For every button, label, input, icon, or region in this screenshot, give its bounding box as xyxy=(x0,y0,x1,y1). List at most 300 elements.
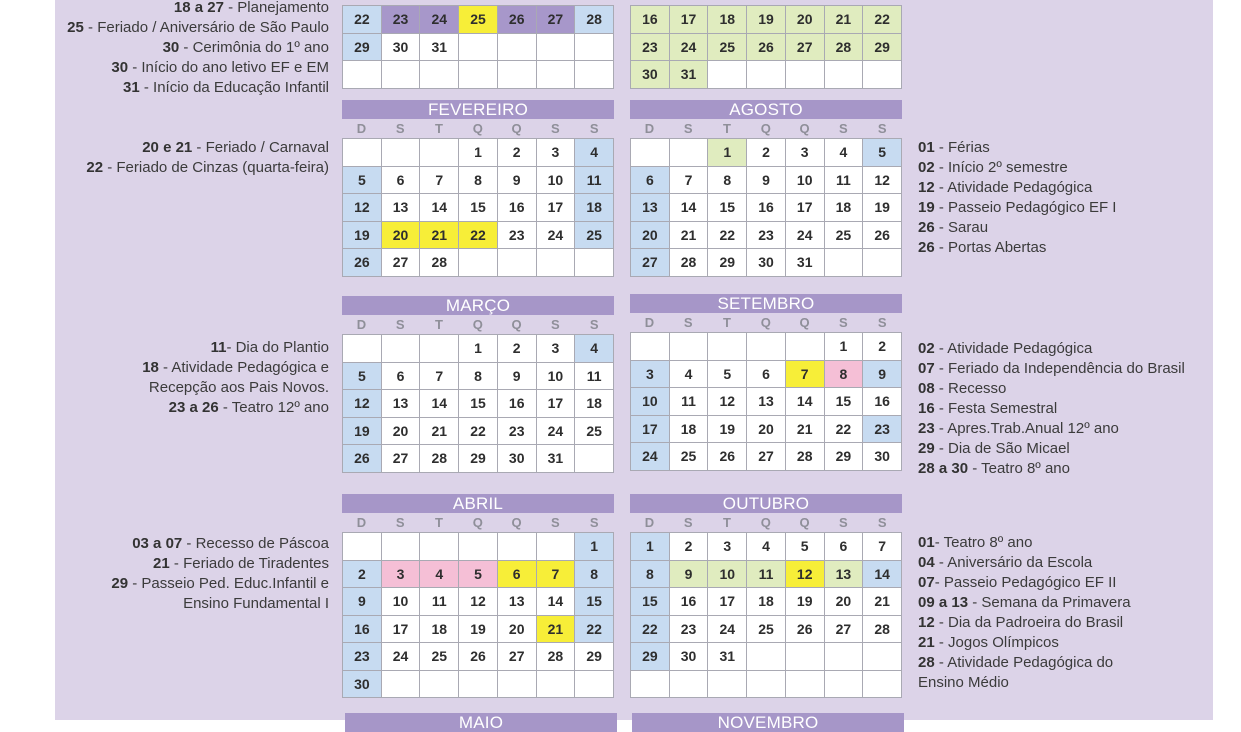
day-cell: 20 xyxy=(498,616,536,643)
day-cell: 19 xyxy=(786,588,824,615)
day-cell: 12 xyxy=(786,561,824,588)
empty-day-cell xyxy=(343,335,381,362)
event-date: 08 xyxy=(918,380,935,397)
month-grid xyxy=(630,532,902,698)
event-date: 12 xyxy=(918,179,935,196)
day-cell: 12 xyxy=(343,194,381,221)
month-title: ABRIL xyxy=(342,494,614,513)
day-cell: 5 xyxy=(786,533,824,560)
day-cell: 11 xyxy=(747,561,785,588)
empty-day-cell xyxy=(825,671,863,698)
day-cell: 23 xyxy=(747,222,785,249)
day-cell: 31 xyxy=(537,445,575,472)
day-cell: 31 xyxy=(786,249,824,276)
month-marco xyxy=(342,296,614,473)
empty-day-cell xyxy=(382,139,420,166)
event-date: 09 a 13 xyxy=(918,594,969,611)
event-line xyxy=(918,218,1116,238)
empty-day-cell xyxy=(498,671,536,698)
day-cell: 6 xyxy=(631,167,669,194)
weekday-label: Q xyxy=(760,515,771,530)
weekday-label: S xyxy=(683,315,693,330)
day-cell: 23 xyxy=(343,643,381,670)
event-line xyxy=(67,38,329,58)
events-marco xyxy=(142,338,329,418)
day-cell: 5 xyxy=(343,167,381,194)
day-cell: 15 xyxy=(459,390,497,417)
day-cell: 23 xyxy=(863,416,901,443)
event-date: 18 a 27 xyxy=(173,0,224,16)
event-text: - Teatro 12º ano xyxy=(218,399,329,416)
day-cell: 20 xyxy=(631,222,669,249)
day-cell: 22 xyxy=(631,616,669,643)
day-cell: 20 xyxy=(747,416,785,443)
day-cell: 16 xyxy=(670,588,708,615)
empty-day-cell xyxy=(498,34,536,61)
day-cell: 30 xyxy=(631,61,669,88)
event-line xyxy=(918,158,1116,178)
day-cell: 17 xyxy=(537,390,575,417)
day-cell: 4 xyxy=(575,139,613,166)
event-text: - Feriado / Aniversário de São Paulo xyxy=(83,19,329,36)
event-text: - Passeio Ped. Educ.Infantil e xyxy=(128,575,329,592)
weekday-label: D xyxy=(356,515,367,530)
day-cell: 12 xyxy=(708,388,746,415)
day-cell: 19 xyxy=(459,616,497,643)
event-line xyxy=(918,379,1185,399)
day-cell: 30 xyxy=(670,643,708,670)
event-line xyxy=(918,593,1131,613)
day-cell: 3 xyxy=(537,335,575,362)
empty-day-cell xyxy=(747,333,785,360)
month-fevereiro xyxy=(342,100,614,277)
day-cell: 28 xyxy=(825,34,863,61)
month-title: MARÇO xyxy=(342,296,614,315)
day-cell: 4 xyxy=(747,533,785,560)
day-cell: 27 xyxy=(382,249,420,276)
weekday-label: S xyxy=(395,515,405,530)
empty-day-cell xyxy=(420,671,458,698)
day-cell: 16 xyxy=(631,6,669,33)
empty-day-cell xyxy=(631,139,669,166)
weekday-label: Q xyxy=(799,121,810,136)
day-cell: 31 xyxy=(708,643,746,670)
day-cell: 1 xyxy=(459,335,497,362)
weekday-label: Q xyxy=(799,315,810,330)
day-cell: 19 xyxy=(343,222,381,249)
empty-day-cell xyxy=(670,333,708,360)
day-cell: 25 xyxy=(708,34,746,61)
day-cell: 2 xyxy=(670,533,708,560)
event-text: - Teatro 8º ano xyxy=(934,534,1033,551)
day-cell: 13 xyxy=(825,561,863,588)
day-cell: 22 xyxy=(459,418,497,445)
event-line xyxy=(918,673,1131,693)
day-cell: 22 xyxy=(708,222,746,249)
event-line xyxy=(918,178,1116,198)
event-date: 18 xyxy=(142,359,159,376)
event-text: - Aniversário da Escola xyxy=(934,554,1093,571)
day-cell: 24 xyxy=(537,222,575,249)
empty-day-cell xyxy=(575,61,613,88)
day-cell: 24 xyxy=(786,222,824,249)
day-cell: 3 xyxy=(631,361,669,388)
event-text: - Dia do Plantio xyxy=(226,339,329,356)
event-line xyxy=(142,358,329,378)
day-cell: 1 xyxy=(459,139,497,166)
event-text: - Passeio Pedagógico EF II xyxy=(934,574,1117,591)
day-cell: 26 xyxy=(343,445,381,472)
day-cell: 18 xyxy=(575,390,613,417)
empty-day-cell xyxy=(382,533,420,560)
event-date: 30 xyxy=(162,39,180,56)
day-cell: 24 xyxy=(631,443,669,470)
weekday-label: S xyxy=(683,515,693,530)
day-cell: 31 xyxy=(670,61,708,88)
day-cell: 6 xyxy=(382,363,420,390)
event-text: - Dia de São Micael xyxy=(934,440,1070,457)
month-title: OUTUBRO xyxy=(630,494,902,513)
day-cell: 22 xyxy=(575,616,613,643)
day-cell: 18 xyxy=(825,194,863,221)
event-date: 21 xyxy=(918,634,935,651)
day-cell: 11 xyxy=(575,363,613,390)
day-cell: 22 xyxy=(343,6,381,33)
event-text: - Feriado / Carnaval xyxy=(192,139,329,156)
empty-day-cell xyxy=(537,249,575,276)
event-text: - Cerimônia do 1º ano xyxy=(179,39,329,56)
day-cell: 12 xyxy=(343,390,381,417)
day-cell: 10 xyxy=(708,561,746,588)
day-cell: 8 xyxy=(459,167,497,194)
month-grid xyxy=(630,138,902,277)
event-text: - Feriado de Cinzas (quarta-feira) xyxy=(103,159,329,176)
event-text: - Passeio Pedagógico EF I xyxy=(934,199,1117,216)
month-grid xyxy=(342,5,614,89)
day-cell: 7 xyxy=(670,167,708,194)
day-cell: 10 xyxy=(786,167,824,194)
event-line xyxy=(142,338,329,358)
event-line xyxy=(67,78,329,98)
day-cell: 11 xyxy=(575,167,613,194)
day-cell: 13 xyxy=(498,588,536,615)
weekday-label: Q xyxy=(511,317,522,332)
day-cell: 21 xyxy=(825,6,863,33)
day-cell: 31 xyxy=(420,34,458,61)
event-line xyxy=(142,378,329,398)
day-cell: 21 xyxy=(863,588,901,615)
day-cell: 9 xyxy=(670,561,708,588)
day-cell: 28 xyxy=(575,6,613,33)
event-text: Recepção aos Pais Novos. xyxy=(148,379,329,396)
weekday-header xyxy=(342,120,614,138)
empty-day-cell xyxy=(825,643,863,670)
day-cell: 10 xyxy=(631,388,669,415)
empty-day-cell xyxy=(459,533,497,560)
day-cell: 28 xyxy=(863,616,901,643)
day-cell: 23 xyxy=(631,34,669,61)
event-line xyxy=(918,359,1185,379)
weekday-label: Q xyxy=(511,121,522,136)
day-cell: 17 xyxy=(537,194,575,221)
day-cell: 9 xyxy=(498,363,536,390)
day-cell: 29 xyxy=(708,249,746,276)
day-cell: 1 xyxy=(825,333,863,360)
event-text: - Atividade Pedagógica do xyxy=(934,654,1114,671)
day-cell: 1 xyxy=(631,533,669,560)
event-date: 26 xyxy=(918,219,935,236)
event-text: - Atividade Pedagógica xyxy=(934,179,1093,196)
event-date: 28 xyxy=(918,654,935,671)
day-cell: 6 xyxy=(498,561,536,588)
day-cell: 19 xyxy=(708,416,746,443)
event-text: - Semana da Primavera xyxy=(968,594,1131,611)
event-line xyxy=(918,198,1116,218)
day-cell: 15 xyxy=(631,588,669,615)
event-text: - Atividade Pedagógica e xyxy=(158,359,329,376)
event-date: 07 xyxy=(918,574,935,591)
day-cell: 2 xyxy=(498,335,536,362)
day-cell: 11 xyxy=(670,388,708,415)
event-line xyxy=(918,439,1185,459)
day-cell: 17 xyxy=(382,616,420,643)
day-cell: 7 xyxy=(786,361,824,388)
event-text: - Dia da Padroeira do Brasil xyxy=(934,614,1124,631)
event-text: - Planejamento xyxy=(223,0,329,16)
day-cell: 17 xyxy=(786,194,824,221)
weekday-label: S xyxy=(839,315,848,330)
weekday-label: S xyxy=(683,121,693,136)
event-date: 19 xyxy=(918,199,935,216)
day-cell: 2 xyxy=(863,333,901,360)
event-text: - Férias xyxy=(934,139,990,156)
empty-day-cell xyxy=(631,671,669,698)
event-text: - Recesso xyxy=(934,380,1007,397)
event-line xyxy=(142,398,329,418)
event-text: - Início do ano letivo EF e EM xyxy=(128,59,329,76)
events-setembro xyxy=(918,339,1185,479)
day-cell: 7 xyxy=(420,363,458,390)
day-cell: 7 xyxy=(537,561,575,588)
day-cell: 15 xyxy=(708,194,746,221)
empty-day-cell xyxy=(420,533,458,560)
day-cell: 29 xyxy=(343,34,381,61)
month-title: SETEMBRO xyxy=(630,294,902,313)
empty-day-cell xyxy=(498,61,536,88)
day-cell: 23 xyxy=(498,418,536,445)
empty-day-cell xyxy=(382,671,420,698)
empty-day-cell xyxy=(459,61,497,88)
weekday-label: T xyxy=(723,315,731,330)
day-cell: 16 xyxy=(747,194,785,221)
day-cell: 30 xyxy=(382,34,420,61)
weekday-label: Q xyxy=(472,121,483,136)
month-title: MAIO xyxy=(345,713,617,732)
day-cell: 21 xyxy=(420,418,458,445)
weekday-header xyxy=(630,120,902,138)
day-cell: 28 xyxy=(420,249,458,276)
day-cell: 16 xyxy=(863,388,901,415)
event-date: 03 a 07 xyxy=(132,535,183,552)
day-cell: 29 xyxy=(575,643,613,670)
day-cell: 9 xyxy=(747,167,785,194)
day-cell: 25 xyxy=(575,418,613,445)
day-cell: 2 xyxy=(498,139,536,166)
event-date: 16 xyxy=(918,400,935,417)
event-text: - Recesso de Páscoa xyxy=(182,535,329,552)
day-cell: 19 xyxy=(747,6,785,33)
day-cell: 26 xyxy=(786,616,824,643)
empty-day-cell xyxy=(343,139,381,166)
empty-day-cell xyxy=(459,34,497,61)
events-fevereiro xyxy=(86,138,329,178)
event-line xyxy=(918,138,1116,158)
event-date: 25 xyxy=(67,19,84,36)
day-cell: 23 xyxy=(498,222,536,249)
empty-day-cell xyxy=(498,249,536,276)
empty-day-cell xyxy=(863,61,901,88)
month-grid xyxy=(630,5,902,89)
weekday-label: S xyxy=(589,121,599,136)
day-cell: 9 xyxy=(863,361,901,388)
event-date: 21 xyxy=(153,555,170,572)
empty-day-cell xyxy=(575,671,613,698)
day-cell: 2 xyxy=(343,561,381,588)
weekday-label: Q xyxy=(799,515,810,530)
day-cell: 18 xyxy=(708,6,746,33)
weekday-label: S xyxy=(877,315,887,330)
day-cell: 29 xyxy=(459,445,497,472)
empty-day-cell xyxy=(863,249,901,276)
day-cell: 27 xyxy=(747,443,785,470)
event-text: - Início 2º semestre xyxy=(934,159,1068,176)
empty-day-cell xyxy=(708,333,746,360)
day-cell: 6 xyxy=(825,533,863,560)
day-cell: 27 xyxy=(537,6,575,33)
weekday-label: D xyxy=(356,121,367,136)
day-cell: 8 xyxy=(575,561,613,588)
month-janeiro xyxy=(342,5,614,89)
weekday-label: D xyxy=(644,515,655,530)
day-cell: 26 xyxy=(498,6,536,33)
day-cell: 29 xyxy=(863,34,901,61)
empty-day-cell xyxy=(575,445,613,472)
day-cell: 9 xyxy=(498,167,536,194)
event-text: - Feriado de Tiradentes xyxy=(169,555,329,572)
day-cell: 21 xyxy=(420,222,458,249)
day-cell: 16 xyxy=(498,390,536,417)
day-cell: 27 xyxy=(631,249,669,276)
events-janeiro xyxy=(67,0,329,98)
event-text: - Feriado da Independência do Brasil xyxy=(934,360,1185,377)
day-cell: 14 xyxy=(420,194,458,221)
event-text: - Início da Educação Infantil xyxy=(139,79,329,96)
event-line xyxy=(918,339,1185,359)
empty-day-cell xyxy=(420,139,458,166)
empty-day-cell xyxy=(537,34,575,61)
weekday-label: D xyxy=(644,315,655,330)
day-cell: 1 xyxy=(708,139,746,166)
day-cell: 10 xyxy=(382,588,420,615)
weekday-label: S xyxy=(589,515,599,530)
day-cell: 25 xyxy=(825,222,863,249)
events-agosto xyxy=(918,138,1116,258)
day-cell: 15 xyxy=(825,388,863,415)
event-date: 01 xyxy=(918,139,935,156)
month-grid xyxy=(630,332,902,471)
empty-day-cell xyxy=(382,61,420,88)
event-date: 23 a 26 xyxy=(168,399,219,416)
day-cell: 22 xyxy=(863,6,901,33)
empty-day-cell xyxy=(786,61,824,88)
day-cell: 18 xyxy=(575,194,613,221)
day-cell: 12 xyxy=(863,167,901,194)
day-cell: 7 xyxy=(420,167,458,194)
day-cell: 14 xyxy=(670,194,708,221)
empty-day-cell xyxy=(420,61,458,88)
weekday-label: T xyxy=(723,121,731,136)
event-line xyxy=(111,594,329,614)
empty-day-cell xyxy=(459,671,497,698)
day-cell: 26 xyxy=(459,643,497,670)
weekday-label: S xyxy=(395,317,405,332)
day-cell: 2 xyxy=(747,139,785,166)
empty-day-cell xyxy=(631,333,669,360)
empty-day-cell xyxy=(537,61,575,88)
event-date: 29 xyxy=(918,440,935,457)
day-cell: 15 xyxy=(575,588,613,615)
day-cell: 16 xyxy=(343,616,381,643)
empty-day-cell xyxy=(382,335,420,362)
day-cell: 14 xyxy=(863,561,901,588)
weekday-label: S xyxy=(551,121,560,136)
empty-day-cell xyxy=(575,34,613,61)
day-cell: 6 xyxy=(382,167,420,194)
day-cell: 27 xyxy=(498,643,536,670)
month-title: FEVEREIRO xyxy=(342,100,614,119)
events-abril xyxy=(111,534,329,614)
event-date: 28 a 30 xyxy=(918,460,969,477)
event-line xyxy=(86,158,329,178)
event-line xyxy=(918,399,1185,419)
day-cell: 24 xyxy=(382,643,420,670)
day-cell: 27 xyxy=(825,616,863,643)
weekday-header xyxy=(630,314,902,332)
day-cell: 26 xyxy=(863,222,901,249)
day-cell: 30 xyxy=(863,443,901,470)
day-cell: 10 xyxy=(537,167,575,194)
day-cell: 8 xyxy=(708,167,746,194)
weekday-label: T xyxy=(435,121,443,136)
day-cell: 14 xyxy=(537,588,575,615)
event-date: 30 xyxy=(111,59,129,76)
day-cell: 23 xyxy=(670,616,708,643)
month-grid xyxy=(342,532,614,698)
empty-day-cell xyxy=(825,61,863,88)
event-line xyxy=(67,58,329,78)
weekday-label: S xyxy=(877,515,887,530)
event-line xyxy=(67,0,329,18)
day-cell: 5 xyxy=(708,361,746,388)
day-cell: 25 xyxy=(575,222,613,249)
day-cell: 30 xyxy=(747,249,785,276)
event-text: - Festa Semestral xyxy=(934,400,1058,417)
day-cell: 5 xyxy=(863,139,901,166)
event-text: - Apres.Trab.Anual 12º ano xyxy=(934,420,1119,437)
day-cell: 27 xyxy=(786,34,824,61)
day-cell: 21 xyxy=(786,416,824,443)
day-cell: 19 xyxy=(343,418,381,445)
